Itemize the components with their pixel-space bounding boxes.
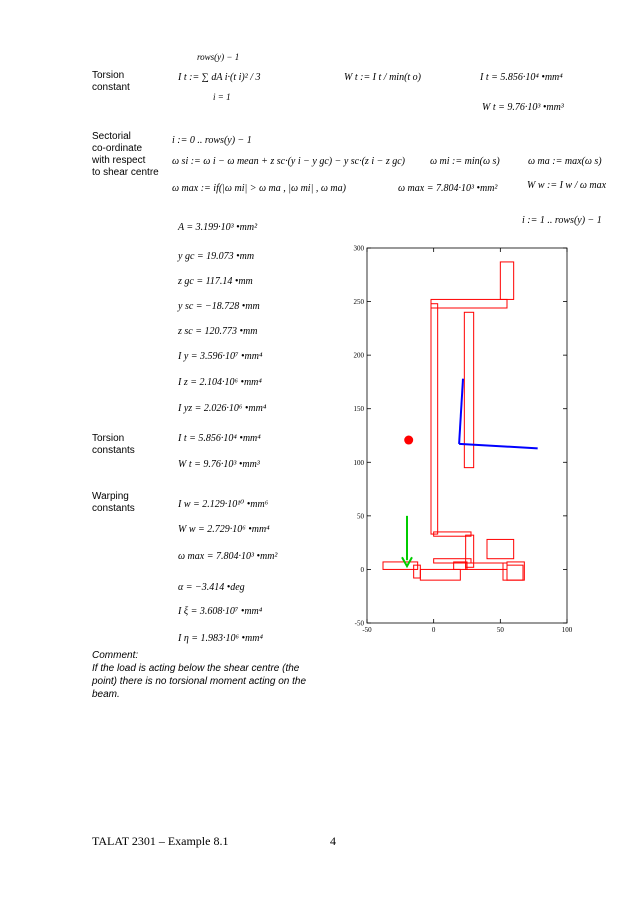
y-tick-label: 0 (360, 565, 364, 574)
it-sum-upper-limit: rows(y) − 1 (197, 52, 240, 62)
result-ysc: y sc = −18.728 •mm (178, 301, 260, 312)
profile-plate (383, 562, 418, 570)
profile-plate (431, 299, 507, 308)
profile-plate (466, 563, 507, 569)
torsion-constant-label: Torsion constant (92, 70, 130, 93)
shear-centre-point (404, 436, 413, 445)
y-tick-label: 250 (353, 298, 364, 307)
x-tick-label: 50 (496, 626, 504, 634)
torsion-wt: W t = 9.76·10³ •mm³ (178, 459, 260, 470)
principal-alpha: α = −3.414 •deg (178, 582, 245, 593)
profile-plate (414, 565, 421, 578)
x-tick-label: 0 (431, 626, 436, 634)
y-tick-label: -50 (354, 619, 364, 628)
profile-plate (500, 262, 513, 300)
y-tick-label: 50 (357, 512, 364, 521)
y-tick-label: 100 (353, 458, 364, 467)
footer-page-number: 4 (330, 834, 336, 848)
cross-section-plot (330, 240, 573, 635)
y-tick-label: 300 (353, 244, 364, 253)
x-tick-label: -50 (362, 626, 372, 634)
wt-definition: W t := I t / min(t o) (344, 72, 422, 83)
footer-title: TALAT 2301 – Example 8.1 (92, 834, 229, 848)
omega-max-value: ω max = 7.804·10³ •mm² (398, 183, 498, 194)
warping-iw: I w = 2.129·10¹⁰ •mm⁶ (178, 499, 269, 510)
torsion-constants-label: Torsion constants (92, 433, 135, 456)
plot-range: i := 1 .. rows(y) − 1 (522, 215, 602, 226)
omega-ma-definition: ω ma := max(ω s) (528, 156, 602, 167)
result-iyz: I yz = 2.026·10⁶ •mm⁴ (178, 403, 267, 414)
principal-i-eta: I η = 1.983·10⁶ •mm⁴ (178, 633, 263, 644)
torsion-it: I t = 5.856·10⁴ •mm⁴ (178, 433, 261, 444)
result-iy: I y = 3.596·10⁷ •mm⁴ (178, 351, 263, 362)
result-iz: I z = 2.104·10⁶ •mm⁴ (178, 377, 262, 388)
result-area: A = 3.199·10³ •mm² (178, 222, 258, 233)
comment-text: Comment: If the load is acting below the shear centre (the point) there is no torsional moment acting on the beam. (92, 650, 307, 700)
y-tick-label: 150 (353, 405, 364, 414)
omega-mi-definition: ω mi := min(ω s) (430, 156, 500, 167)
result-ygc: y gc = 19.073 •mm (178, 251, 255, 262)
it-sum-lower-limit: i = 1 (213, 92, 231, 102)
omega-max-definition: ω max := if(|ω mi| > ω ma , |ω mi| , ω ma) (172, 183, 346, 194)
omega-s-definition: ω si := ω i − ω mean + z sc·(y i − y gc) − y sc·(z i − z gc) (172, 156, 406, 167)
ww-definition: W w := I w / ω max (527, 180, 607, 191)
y-tick-label: 200 (353, 351, 364, 360)
profile-plate (431, 304, 438, 534)
it-value: I t = 5.856·10⁴ •mm⁴ (480, 72, 563, 83)
warping-omega-max: ω max = 7.804·10³ •mm² (178, 551, 278, 562)
profile-plate (503, 563, 507, 580)
warping-constants-label: Warping constants (92, 491, 135, 514)
profile-plate (420, 569, 460, 580)
sectorial-label: Sectorial co-ordinate with respect to shear centre (92, 131, 159, 178)
warping-ww: W w = 2.729·10⁶ •mm⁴ (178, 524, 270, 535)
result-zsc: z sc = 120.773 •mm (178, 326, 258, 337)
profile-plate (507, 565, 523, 580)
sectorial-range: i := 0 .. rows(y) − 1 (172, 135, 252, 146)
profile-plate (487, 539, 514, 558)
result-zgc: z gc = 117.14 •mm (178, 276, 253, 287)
principal-axis (459, 379, 463, 444)
wt-value: W t = 9.76·10³ •mm³ (482, 102, 564, 113)
principal-i-xi: I ξ = 3.608·10⁷ •mm⁴ (178, 606, 263, 617)
it-definition: I t := ∑ dA i·(t i)² / 3 (178, 72, 261, 83)
x-tick-label: 100 (561, 626, 573, 634)
principal-axis (459, 444, 538, 448)
